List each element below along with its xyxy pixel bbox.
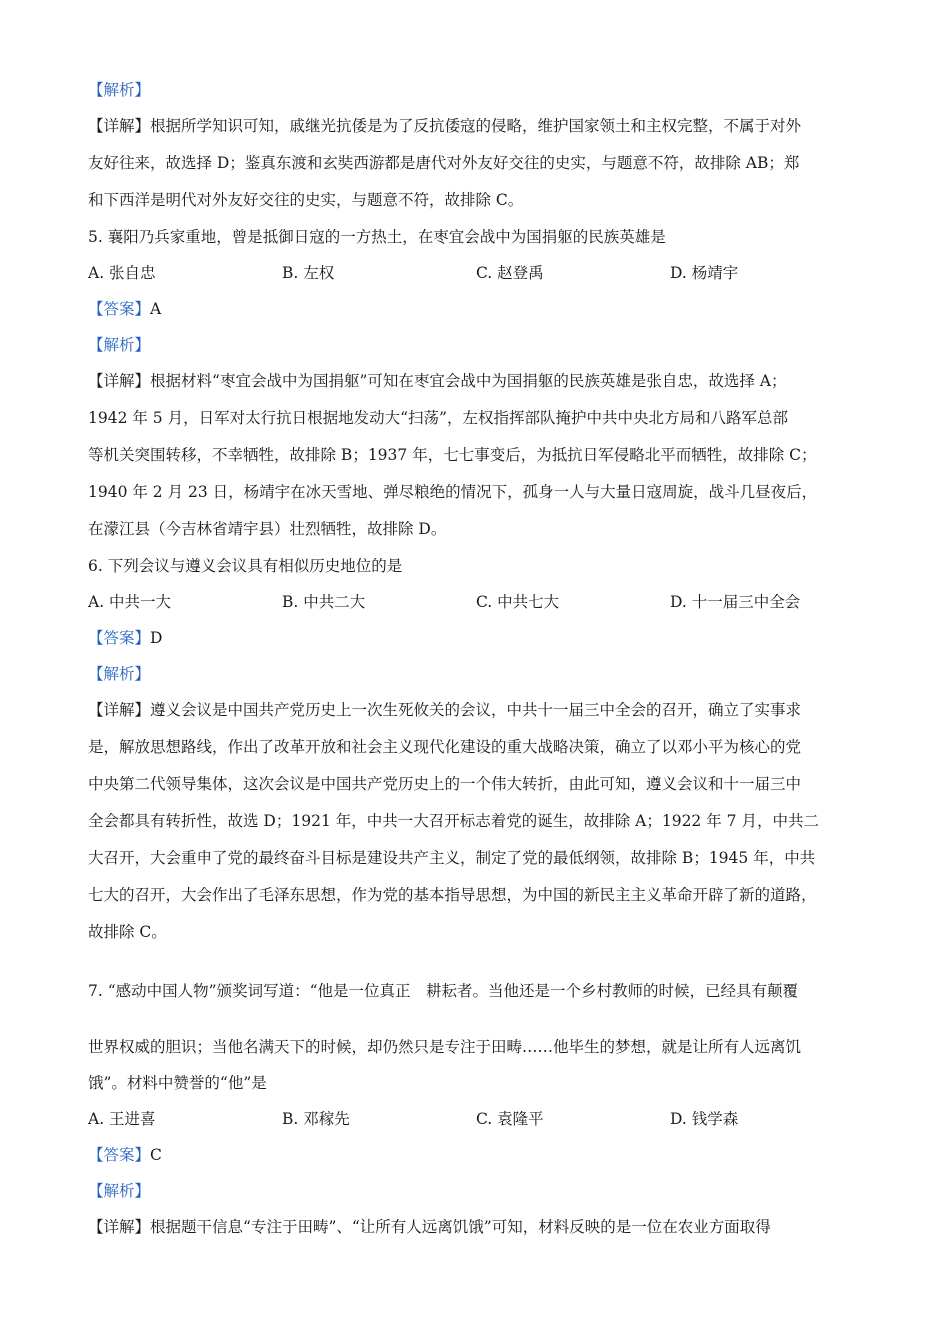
q6-detail-line: 七大的召开，大会作出了毛泽东思想，作为党的基本指导思想，为中国的新民主主义革命开辟了新的道路，	[88, 886, 817, 904]
q4-analysis-heading: 【解析】	[88, 81, 151, 99]
q7-analysis-heading: 【解析】	[88, 1182, 151, 1200]
q7-answer: 【答案】C	[88, 1146, 162, 1164]
q5-option-b: B. 左权	[282, 264, 335, 282]
q5-detail-line: 【详解】根据材料“枣宜会战中为国捐躯”可知在枣宜会战中为国捐躯的民族英雄是张自忠，故选择 A；	[88, 372, 787, 390]
detail-label: 【详解】	[88, 701, 151, 719]
q5-detail-line: 1940 年 2 月 23 日，杨靖宇在冰天雪地、弹尽粮绝的情况下，孤身一人与大量日寇周旋，战斗几昼夜后，	[88, 483, 818, 501]
detail-label: 【详解】	[88, 372, 151, 390]
q6-detail-line: 中央第二代领导集体，这次会议是中国共产党历史上的一个伟大转折，由此可知，遵义会议和十一届三中	[88, 775, 802, 793]
q5-detail-line: 在濛江县（今吉林省靖宇县）壮烈牺牲，故排除 D。	[88, 520, 447, 538]
q7-options	[88, 1101, 868, 1137]
q6-answer: 【答案】D	[88, 629, 163, 647]
q7-stem-line: 世界权威的胆识；当他名满天下的时候，却仍然只是专注于田畴……他毕生的梦想，就是让所有人远离饥	[88, 1038, 802, 1056]
detail-label: 【详解】	[88, 117, 151, 135]
q6-option-c: C. 中共七大	[476, 593, 560, 611]
q4-detail-line: 和下西洋是明代对外友好交往的史实，与题意不符，故排除 C。	[88, 191, 524, 209]
q4-detail-line: 【详解】根据所学知识可知，戚继光抗倭是为了反抗倭寇的侵略，维护国家领土和主权完整，不属于对外	[88, 117, 802, 135]
document-page	[88, 72, 868, 1246]
q5-option-a: A. 张自忠	[88, 264, 156, 282]
q5-options	[88, 255, 868, 291]
q6-analysis-heading: 【解析】	[88, 665, 151, 683]
q5-option-c: C. 赵登禹	[476, 264, 544, 282]
q5-detail-line: 1942 年 5 月，日军对太行抗日根据地发动大“扫荡”，左权指挥部队掩护中共中央北方局和八路军总部	[88, 409, 788, 427]
q6-detail-line: 全会都具有转折性，故选 D；1921 年，中共一大召开标志着党的诞生，故排除 A；1922 年 7 月，中共二	[88, 812, 819, 830]
q6-detail-line: 故排除 C。	[88, 923, 167, 941]
q6-detail-line: 是，解放思想路线，作出了改革开放和社会主义现代化建设的重大战略决策，确立了以邓小平为核心的党	[88, 738, 802, 756]
q6-detail-line: 大召开，大会重申了党的最终奋斗目标是建设共产主义，制定了党的最低纲领，故排除 B；1945 年，中共	[88, 849, 816, 867]
detail-label: 【详解】	[88, 1218, 151, 1236]
spacer	[88, 1009, 868, 1029]
q5-stem: 5. 襄阳乃兵家重地，曾是抵御日寇的一方热土，在枣宜会战中为国捐躯的民族英雄是	[88, 228, 666, 246]
q5-option-d: D. 杨靖宇	[670, 264, 739, 282]
q7-stem-line: 饿”。材料中赞誉的“他”是	[88, 1074, 267, 1092]
q7-stem-line: 7. “感动中国人物”颁奖词写道：“他是一位真正 耕耘者。当他还是一个乡村教师的时候，已经具有颠覆	[88, 982, 798, 1000]
q6-options	[88, 584, 868, 620]
q7-option-b: B. 邓稼先	[282, 1110, 350, 1128]
spacer	[88, 951, 868, 973]
q4-detail-line: 友好往来，故选择 D；鉴真东渡和玄奘西游都是唐代对外友好交往的史实，与题意不符，故排除 AB；郑	[88, 154, 800, 172]
q7-option-d: D. 钱学森	[670, 1110, 739, 1128]
q7-option-c: C. 袁隆平	[476, 1110, 544, 1128]
q6-option-b: B. 中共二大	[282, 593, 366, 611]
q5-answer: 【答案】A	[88, 300, 162, 318]
q7-option-a: A. 王进喜	[88, 1110, 156, 1128]
q6-stem: 6. 下列会议与遵义会议具有相似历史地位的是	[88, 557, 403, 575]
q6-detail-line: 【详解】遵义会议是中国共产党历史上一次生死攸关的会议，中共十一届三中全会的召开，确立了实事求	[88, 701, 802, 719]
q6-option-a: A. 中共一大	[88, 593, 172, 611]
q5-analysis-heading: 【解析】	[88, 336, 151, 354]
q6-option-d: D. 十一届三中全会	[670, 593, 801, 611]
q5-detail-line: 等机关突围转移，不幸牺牲，故排除 B；1937 年，七七事变后，为抵抗日军侵略北平而牺牲，故排除 C；	[88, 446, 817, 464]
q7-detail-line: 【详解】根据题干信息“专注于田畴”、“让所有人远离饥饿”可知，材料反映的是一位在农业方面取得	[88, 1218, 771, 1236]
